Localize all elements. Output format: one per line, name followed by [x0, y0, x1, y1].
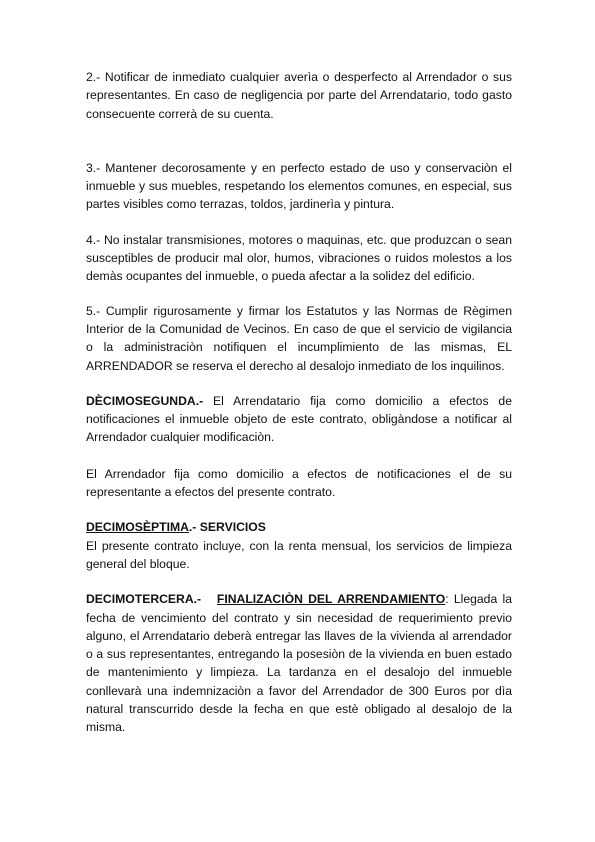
clause-decimosegunda-heading: DÈCIMOSEGUNDA.-	[86, 393, 204, 408]
clause-decimosegunda	[86, 392, 512, 447]
clause-decimosegunda-text: El Arrendatario fija como domicilio a efectos de notificaciones el inmueble objeto de este contrato, obligàndose a notificar al Arrendador cualquier modificaciòn.	[86, 393, 512, 445]
clause-decimotercera-text: : Llegada la fecha de vencimiento del contrato y sin necesidad de requerimiento previo alguno, el Arrendatario deberà entregar las llaves de la vivienda al arrendador o a sus representantes, entregando la posesiòn de la vivienda en buen estado de mantenimiento y limpieza. La tardanza en el desalojo del inmueble conllevarà una indemnizaciòn a favor del Arrendador de 300 Euros por dìa natural transcurrido desde la fecha en que estè obligado al desalojo de la misma.	[86, 592, 512, 735]
document-page	[86, 68, 512, 737]
clause-decimotercera	[86, 590, 512, 736]
clause-item-3: 3.- Mantener decorosamente y en perfecto estado de uso y conservaciòn el inmueble y sus muebles, respetando los elementos comunes, en especial, sus partes visibles como terrazas, toldos, jardinerìa y pintura.	[86, 160, 512, 212]
clause-item-2: 2.- Notificar de inmediato cualquier averìa o desperfecto al Arrendador o sus representantes. En caso de negligencia por parte del Arrendatario, todo gasto consecuente correrà de su cuenta.	[86, 70, 512, 121]
clause-decimoseptima-heading: DECIMOSÈPTIMA	[86, 520, 189, 535]
clause-decimoseptima	[86, 518, 512, 573]
clause-decimoseptima-heading-suffix: .- SERVICIOS	[188, 520, 266, 535]
clause-decimosegunda-second: El Arrendador fija como domicilio a efectos de notificaciones el de su representante a efectos del presente contrato.	[86, 466, 512, 500]
clause-decimotercera-heading: DECIMOTERCERA.-	[86, 592, 202, 607]
clause-decimoseptima-heading-line	[86, 518, 512, 536]
clause-item-5: 5.- Cumplir rigurosamente y firmar los Estatutos y las Normas de Règimen Interior de la Comunidad de Vecinos. En caso de que el servicio de vigilancia o la administraciòn notifiquen el incumplimiento de las mismas, EL ARRENDADOR se reserva el derecho al desalojo inmediato de los inquilinos.	[86, 303, 512, 373]
clause-decimoseptima-text: El presente contrato incluye, con la renta mensual, los servicios de limpieza general del bloque.	[86, 538, 512, 571]
clause-item-4: 4.- No instalar transmisiones, motores o maquinas, etc. que produzcan o sean susceptibles de producir mal olor, humos, vibraciones o ruidos molestos a los demàs ocupantes del inmueble, o pueda afectar a la solidez del edificio.	[86, 232, 512, 284]
clause-decimotercera-subheading: FINALIZACIÒN DEL ARRENDAMIENTO	[216, 592, 446, 607]
